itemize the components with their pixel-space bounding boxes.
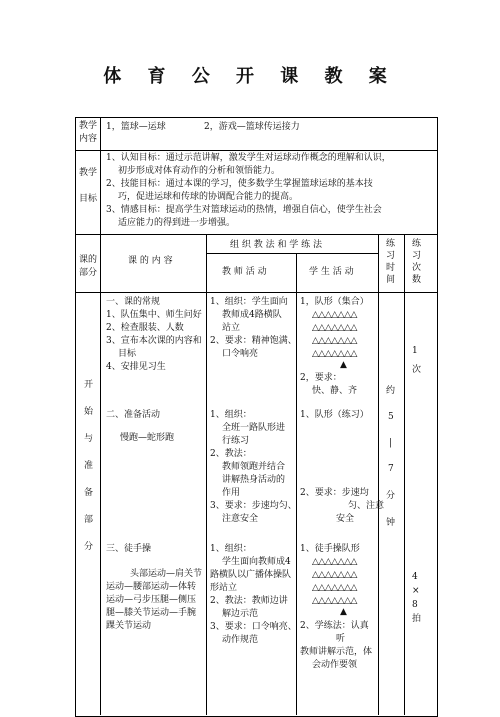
header-student-activity: 学 生 活 动	[309, 267, 354, 277]
page-title: 体 育 公 开 课 教 案	[103, 66, 397, 87]
student-s3-requirements: 2、学练法：认真 听 教师讲解示范，体 会动作要领	[300, 621, 373, 670]
count-s3: 4 × 8 拍	[412, 572, 422, 624]
student-s1-requirements: 2，要求： 快、静、齐	[300, 373, 358, 396]
header-part: 课的 部分	[79, 255, 98, 278]
row-label-teaching-content: 教学 内容	[79, 121, 98, 144]
goals-text: 1、认知目标：通过示范讲解，激发学生对运球动作概念的理解和认识， 初步形成对体育动作的分析和领悟能力。 2、技能目标：通过本课的学习，使多数学生掌握篮球运球的基本技 巧，促进运球和传球的协调配合能力的提高。 3、情感目标：提高学生对篮球运动的热情，增强自信心，使学生社会 适应能力的得到进一步增强。	[106, 153, 391, 228]
teacher-marker-icon: ▲	[340, 360, 347, 370]
header-teacher-activity: 教 师 活 动	[222, 267, 267, 277]
student-s3-formation: △△△△△△△ △△△△△△△ △△△△△△△ △△△△△△△	[312, 557, 357, 606]
teaching-content-2: 2，游戏—篮球传运接力	[204, 122, 300, 132]
teacher-s1: 1、组织：学生面向 教师成4路横队 站立 2、要求：精神饱满、 口令响亮	[210, 297, 297, 359]
time-unit-fen: 分	[386, 491, 396, 501]
teaching-content-1: 1，篮球—运球	[106, 122, 166, 132]
student-s1-formation: △△△△△△△ △△△△△△△ △△△△△△△ △△△△△△△	[312, 310, 357, 359]
time-unit-zhong: 钟	[386, 518, 396, 528]
content-calisthenics: 三、徒手操 头部运动—肩关节 运动—腰部运动—体转 运动—弓步压腿—侧压 腿—膝关节运动—手腕 踝关节运动	[106, 544, 203, 631]
section-label-opening: 开 始 与 准 备 部 分	[84, 380, 94, 552]
student-s2-requirements: 2、要求：步速均 匀、注意 安全	[300, 488, 385, 524]
content-routine: 一、课的常规 1、队伍集中、师生问好 2、检查服装、人数 3、宣布本次课的内容和 目标 4、安排见习生	[106, 297, 202, 372]
time-approx: 约	[386, 386, 396, 396]
teacher-s2: 1、组织： 全班一路队形进 行练习 2、教法： 教师领跑并结合 讲解热身活动的 作用 3、要求：步速均匀、 注意安全	[210, 410, 297, 524]
student-s3-formation-title: 1、徒手操队形	[300, 544, 360, 554]
teacher-marker-icon: ▲	[340, 607, 347, 617]
header-org-methods: 组 织 教 法 和 学 练 法	[230, 240, 323, 250]
header-practice-count: 练 习 次 数	[412, 239, 422, 285]
content-warmup: 二、准备活动 慢跑—蛇形跑	[106, 410, 175, 443]
time-range-bar: |	[389, 438, 393, 448]
header-practice-time: 练 习 时 间	[386, 239, 396, 285]
student-s2-formation-title: 1、队形（练习）	[300, 410, 369, 420]
header-content: 课 的 内 容	[128, 256, 173, 266]
student-s1-formation-title: 1，队形（集合）	[300, 297, 369, 307]
row-label-teaching-goals: 教学 目标	[79, 168, 98, 204]
count-s1: 1 次	[412, 346, 422, 375]
teacher-s3: 1、组织： 学生面向教师成4 路横队以广播体操队 形站立 2、教法：教师边讲 解边示范 3、要求：口令响亮、 动作规范	[210, 544, 297, 645]
time-7: 7	[388, 464, 394, 474]
time-5: 5	[388, 412, 394, 422]
